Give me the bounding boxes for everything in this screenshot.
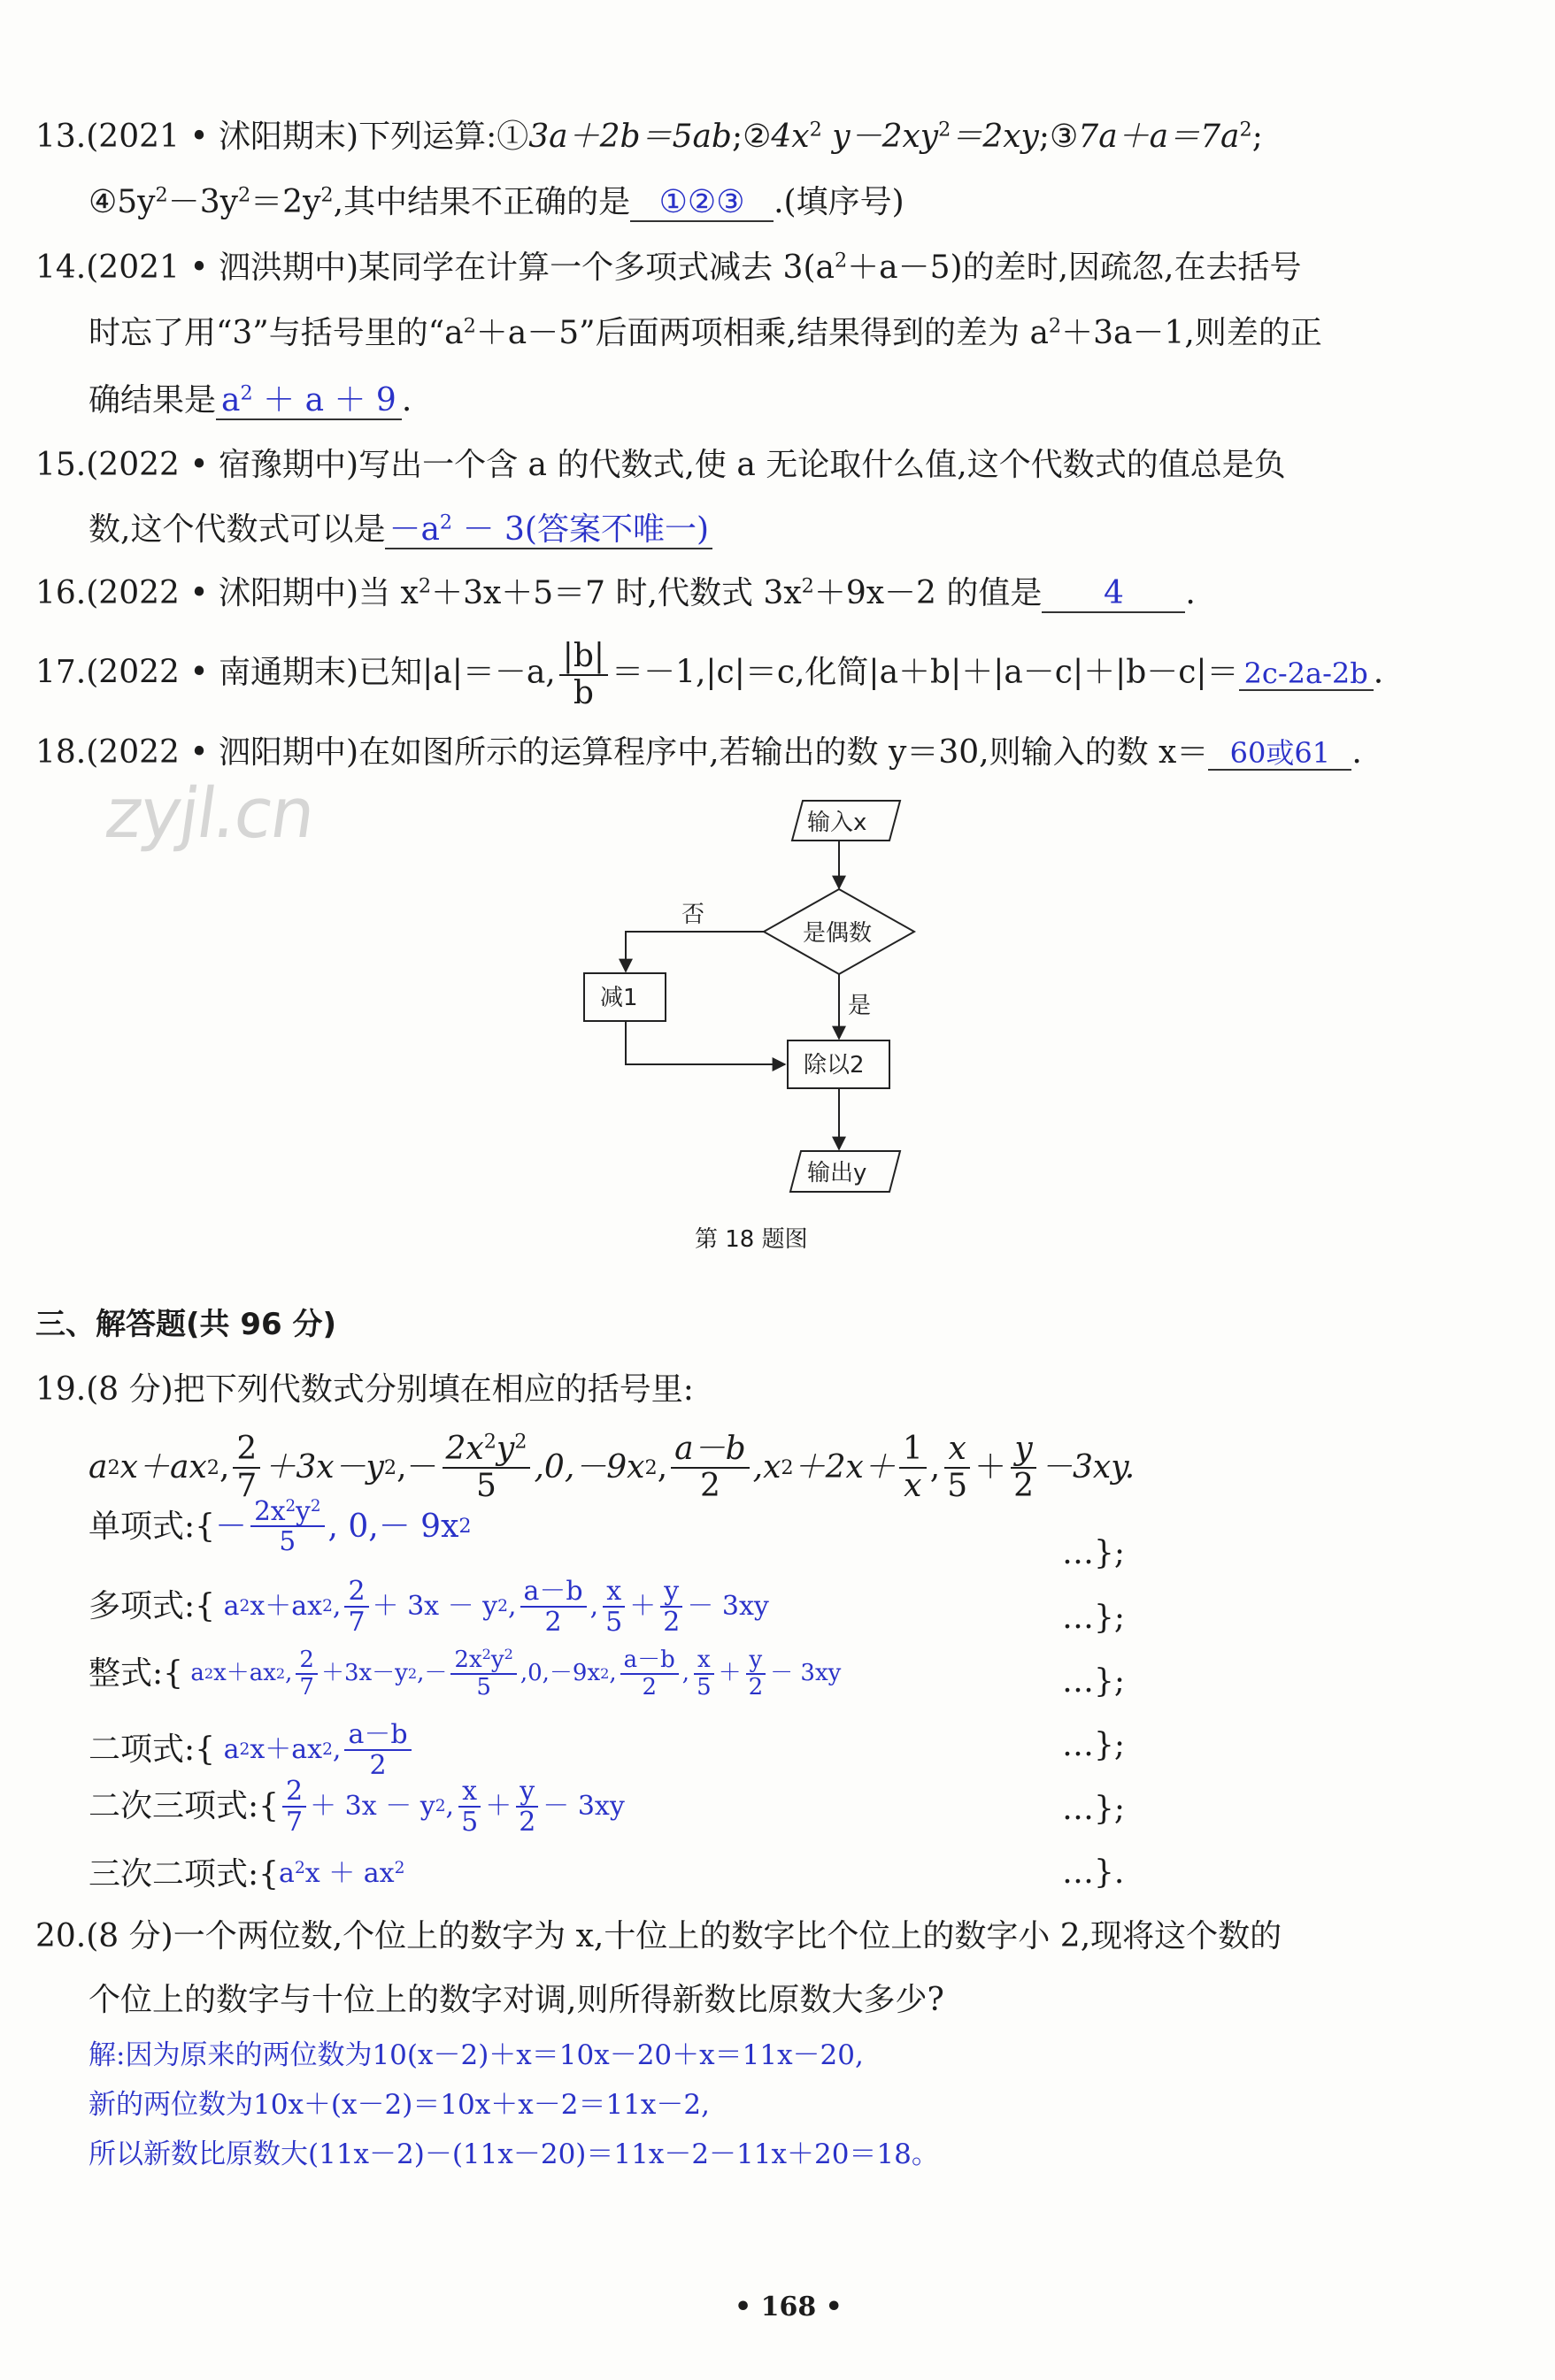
- page-number: • 168 •: [735, 2292, 843, 2322]
- q13-line1: 13.(2021 • 沭阳期末)下列运算$:①3a+2b=5ab;②4x^2$ $y-2xy^2=2xy;③7a+a=7a^2$;: [35, 118, 1263, 155]
- q14-line1: 14.(2021 • 泗洪期中)某同学在计算一个多项式减去 $3(a^2+a-5)$的差时,因疏忽,在去括号: [35, 249, 1302, 286]
- watermark: zyjl.cn: [100, 774, 319, 854]
- q19-prompt: 19.(8 分)把下列代数式分别填在相应的括号里:: [35, 1371, 694, 1408]
- figure-caption: 第 18 题图: [695, 1226, 808, 1253]
- q19-ellipsis-6: …}.: [1062, 1854, 1125, 1891]
- polynomial-answer: a 2 x＋ax 2 , $\frac{2}{7}$ ＋ 3x － y 2 , $\frac{a-b}{2}$ , $\frac{x}{5}$ ＋ $\frac{y}{2}$ － 3xy: [223, 1576, 769, 1638]
- q15-line1: 15.(2022 • 宿豫期中)写出一个含 a 的代数式,使 a 无论取什么值,这个代数式的值总是负: [35, 447, 1286, 483]
- output-label: 输出y: [807, 1160, 867, 1186]
- flowchart: [566, 796, 938, 1203]
- q18-answer: 60或61: [1208, 738, 1351, 771]
- q19-monomial: 单项式:{ － $\frac{2x^2y^2}{5}$ , 0, － 9x 2: [89, 1496, 472, 1557]
- q19-binomial: 二项式:{ a 2 x＋ax 2 , $\frac{a-b}{2}$: [89, 1720, 415, 1780]
- quad-trinomial-answer: $\frac{2}{7}$ ＋ 3x － y 2 , $\frac{x}{5}$ ＋ $\frac{y}{2}$ － 3xy: [279, 1777, 625, 1837]
- q17-fraction: $\frac{|b|}{b}$: [559, 639, 608, 710]
- q20-solution-3: 所以新数比原数大(11x－2)－(11x－20)＝11x－2－11x＋20＝18。: [89, 2138, 939, 2170]
- q18-line: 18.(2022 • 泗阳期中)在如图所示的运算程序中,若输出的数 y＝30,则输入的数 x＝ 60或61 .: [35, 734, 1362, 771]
- q19-ellipsis-5: …};: [1062, 1791, 1126, 1827]
- q13-answer: ①②③: [630, 185, 774, 222]
- subtract-label: 减1: [600, 985, 638, 1011]
- input-label: 输入x: [807, 810, 867, 836]
- q19-ellipsis-1: …};: [1062, 1535, 1126, 1571]
- q14-line2: 时忘了用“3”与括号里的“$a^2+a-5$”后面两项相乘,结果得到的差为 $a^2+3a-1$,则差的正: [89, 314, 1322, 351]
- q19-expressions: a 2 x＋ax 2 , $\frac{2}{7}$ ＋3x－y 2 ,－ $\frac{2x^2y^2}{5}$ ,0,－9x 2 , $\frac{a-b}{2}$ ,x 2 ＋2x＋ $\frac{1}{x}$ , $\frac{x}{5}$ ＋ $\frac{y}{2}$ －3xy.: [89, 1430, 1135, 1504]
- integral-answer: a 2 x＋ax 2 , $\frac{2}{7}$ ＋3x－y 2 , － $\frac{2x^2y^2}{5}$ , 0 , －9x 2 , $\frac{a-b}{2}$ , $\frac{x}{5}$ ＋ $\frac{y}{2}$ － 3xy: [190, 1646, 842, 1701]
- q19-ellipsis-4: …};: [1062, 1727, 1126, 1763]
- q20-solution-2: 新的两位数为10x＋(x－2)＝10x＋x－2＝11x－2,: [89, 2089, 710, 2121]
- yes-label: 是: [848, 993, 872, 1019]
- no-label: 否: [681, 902, 705, 928]
- q17-line: 17.(2022 • 南通期末)已知|a|＝－a, $\frac{|b|}{b}$ ＝－1,|c|＝c,化简|a＋b|＋|a－c|＋|b－c|＝ 2c-2a-2b .: [35, 638, 1384, 711]
- q19-cubic-binomial: 三次二项式:{ $a^2x + ax^2$: [89, 1856, 405, 1892]
- cubic-binomial-answer: $a^2x + ax^2$: [279, 1858, 405, 1890]
- q19-integral: 整式:{ a 2 x＋ax 2 , $\frac{2}{7}$ ＋3x－y 2 , － $\frac{2x^2y^2}{5}$ , 0 , －9x 2 , $\frac{a-b}{2}$ , $\frac{x}{5}$ ＋ $\frac{y}{2}$ － 3xy: [89, 1646, 842, 1701]
- q20-line1: 20.(8 分)一个两位数,个位上的数字为 x,十位上的数字比个位上的数字小 2,现将这个数的: [35, 1918, 1282, 1954]
- q20-solution-1: 解:因为原来的两位数为10(x－2)＋x＝10x－20＋x＝11x－20,: [89, 2039, 864, 2071]
- q17-answer: 2c-2a-2b: [1239, 658, 1374, 691]
- section-title: 三、解答题(共 96 分): [35, 1307, 337, 1342]
- decision-label: 是偶数: [803, 920, 873, 947]
- divide-label: 除以2: [804, 1052, 865, 1079]
- q14-answer: $a^2 + a + 9$: [216, 383, 402, 420]
- q15-line2: 数,这个代数式可以是 $-a^2 - 3$(答案不唯一): [89, 511, 712, 549]
- q19-ellipsis-3: …};: [1062, 1663, 1126, 1700]
- q14-line3: 确结果是 $a^2 + a + 9$ .: [89, 381, 412, 418]
- q19-polynomial: 多项式:{ a 2 x＋ax 2 , $\frac{2}{7}$ ＋ 3x － y 2 , $\frac{a-b}{2}$ , $\frac{x}{5}$ ＋ $\frac{y}{2}$ － 3xy: [89, 1576, 769, 1638]
- q19-ellipsis-2: …};: [1062, 1600, 1126, 1636]
- monomial-answer: － $\frac{2x^2y^2}{5}$ , 0, － 9x 2: [215, 1496, 472, 1557]
- q13-line2: $④5y^2-3y^2=2y^2$,其中结果不正确的是 ①②③ .(填序号): [89, 183, 905, 220]
- q16-line: 16.(2022 • 沭阳期中)当 $x^2+3x+5=7$ 时,代数式 $3x^2+9x-2$ 的值是 4 .: [35, 574, 1196, 611]
- binomial-answer: a 2 x＋ax 2 , $\frac{a-b}{2}$: [215, 1720, 415, 1780]
- q15-answer: $-a^2 - 3$(答案不唯一): [385, 511, 712, 548]
- q20-line2: 个位上的数字与十位上的数字对调,则所得新数比原数大多少?: [89, 1982, 944, 2018]
- q16-answer: 4: [1042, 576, 1185, 613]
- q19-quad-trinomial: 二次三项式:{ $\frac{2}{7}$ ＋ 3x － y 2 , $\frac{x}{5}$ ＋ $\frac{y}{2}$ － 3xy: [89, 1776, 625, 1838]
